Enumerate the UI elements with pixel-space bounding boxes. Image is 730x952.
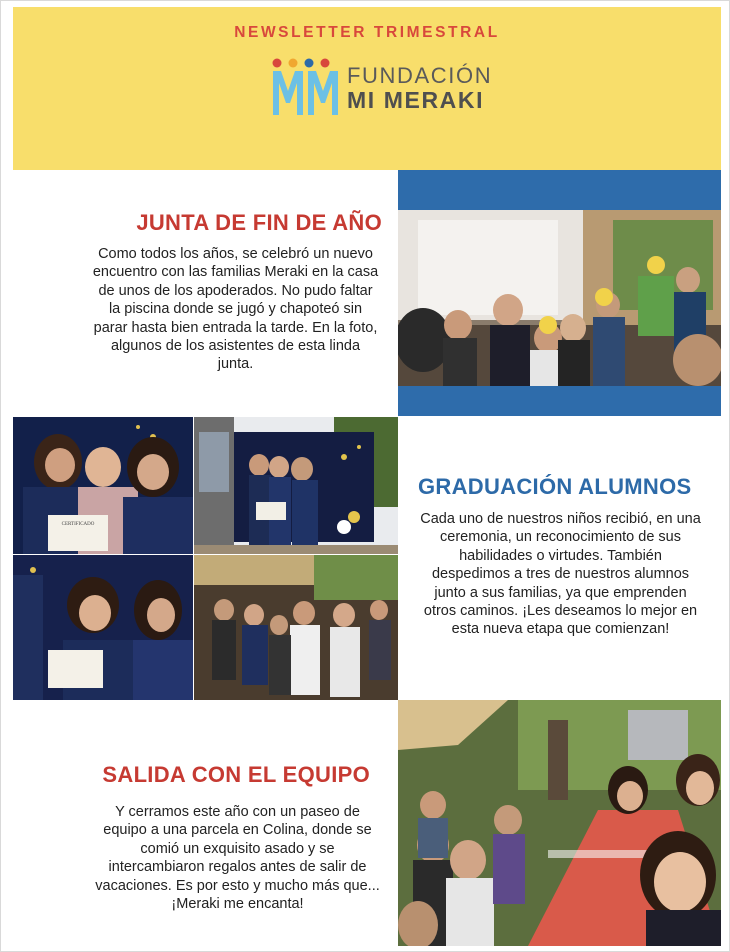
- section-title-salida: SALIDA CON EL EQUIPO: [102, 762, 370, 787]
- section-title-graduacion: GRADUACIÓN ALUMNOS: [418, 474, 692, 499]
- photo-graduation-ceremony: [194, 417, 398, 554]
- fundacion-logo: [272, 57, 502, 117]
- photo-salida-equipo: [398, 700, 721, 946]
- logo-text-fundacion: FUNDACIÓN: [347, 63, 493, 88]
- mm-logo-icon: [272, 57, 344, 117]
- photo-graduation-certificate-1: [13, 417, 193, 554]
- section-body-graduacion: Cada uno de nuestros niños recibió, en una ceremonia, un reconocimiento de sus habilidades o virtudes. También despedimos a tres de nuestros alumnos junto a sus familias, ya que emprenden otros caminos. ¡Les deseamos lo mejor en esta nueva etapa que comienzan!: [420, 511, 701, 638]
- photo-graduation-certificate-2: [13, 555, 193, 700]
- photo-junta-fin-de-ano: [398, 210, 721, 386]
- section-body-salida: Y cerramos este año con un paseo de equipo a una parcela en Colina, donde se comió un exquisito asado y se intercambiaron regalos antes de salir de vacaciones. Es por esto y mucho más que... ¡Meraki me encanta!: [95, 804, 380, 913]
- section-body-junta: Como todos los años, se celebró un nuevo encuentro con las familias Meraki en la casa de unos de los apoderados. No pudo faltar la piscina donde se jugó y chapoteó sin parar hasta bien entrada la tarde. En la foto, algunos de los asistentes de esta linda junta.: [92, 246, 379, 373]
- newsletter-label: NEWSLETTER TRIMESTRAL: [234, 24, 500, 41]
- photo-graduation-audience: [194, 555, 398, 700]
- section-title-junta: JUNTA DE FIN DE AÑO: [136, 210, 382, 235]
- logo-text-mi-meraki: MI MERAKI: [347, 87, 485, 113]
- certificate-label: CERTIFICADO: [61, 522, 95, 527]
- newsletter-header: [13, 7, 721, 170]
